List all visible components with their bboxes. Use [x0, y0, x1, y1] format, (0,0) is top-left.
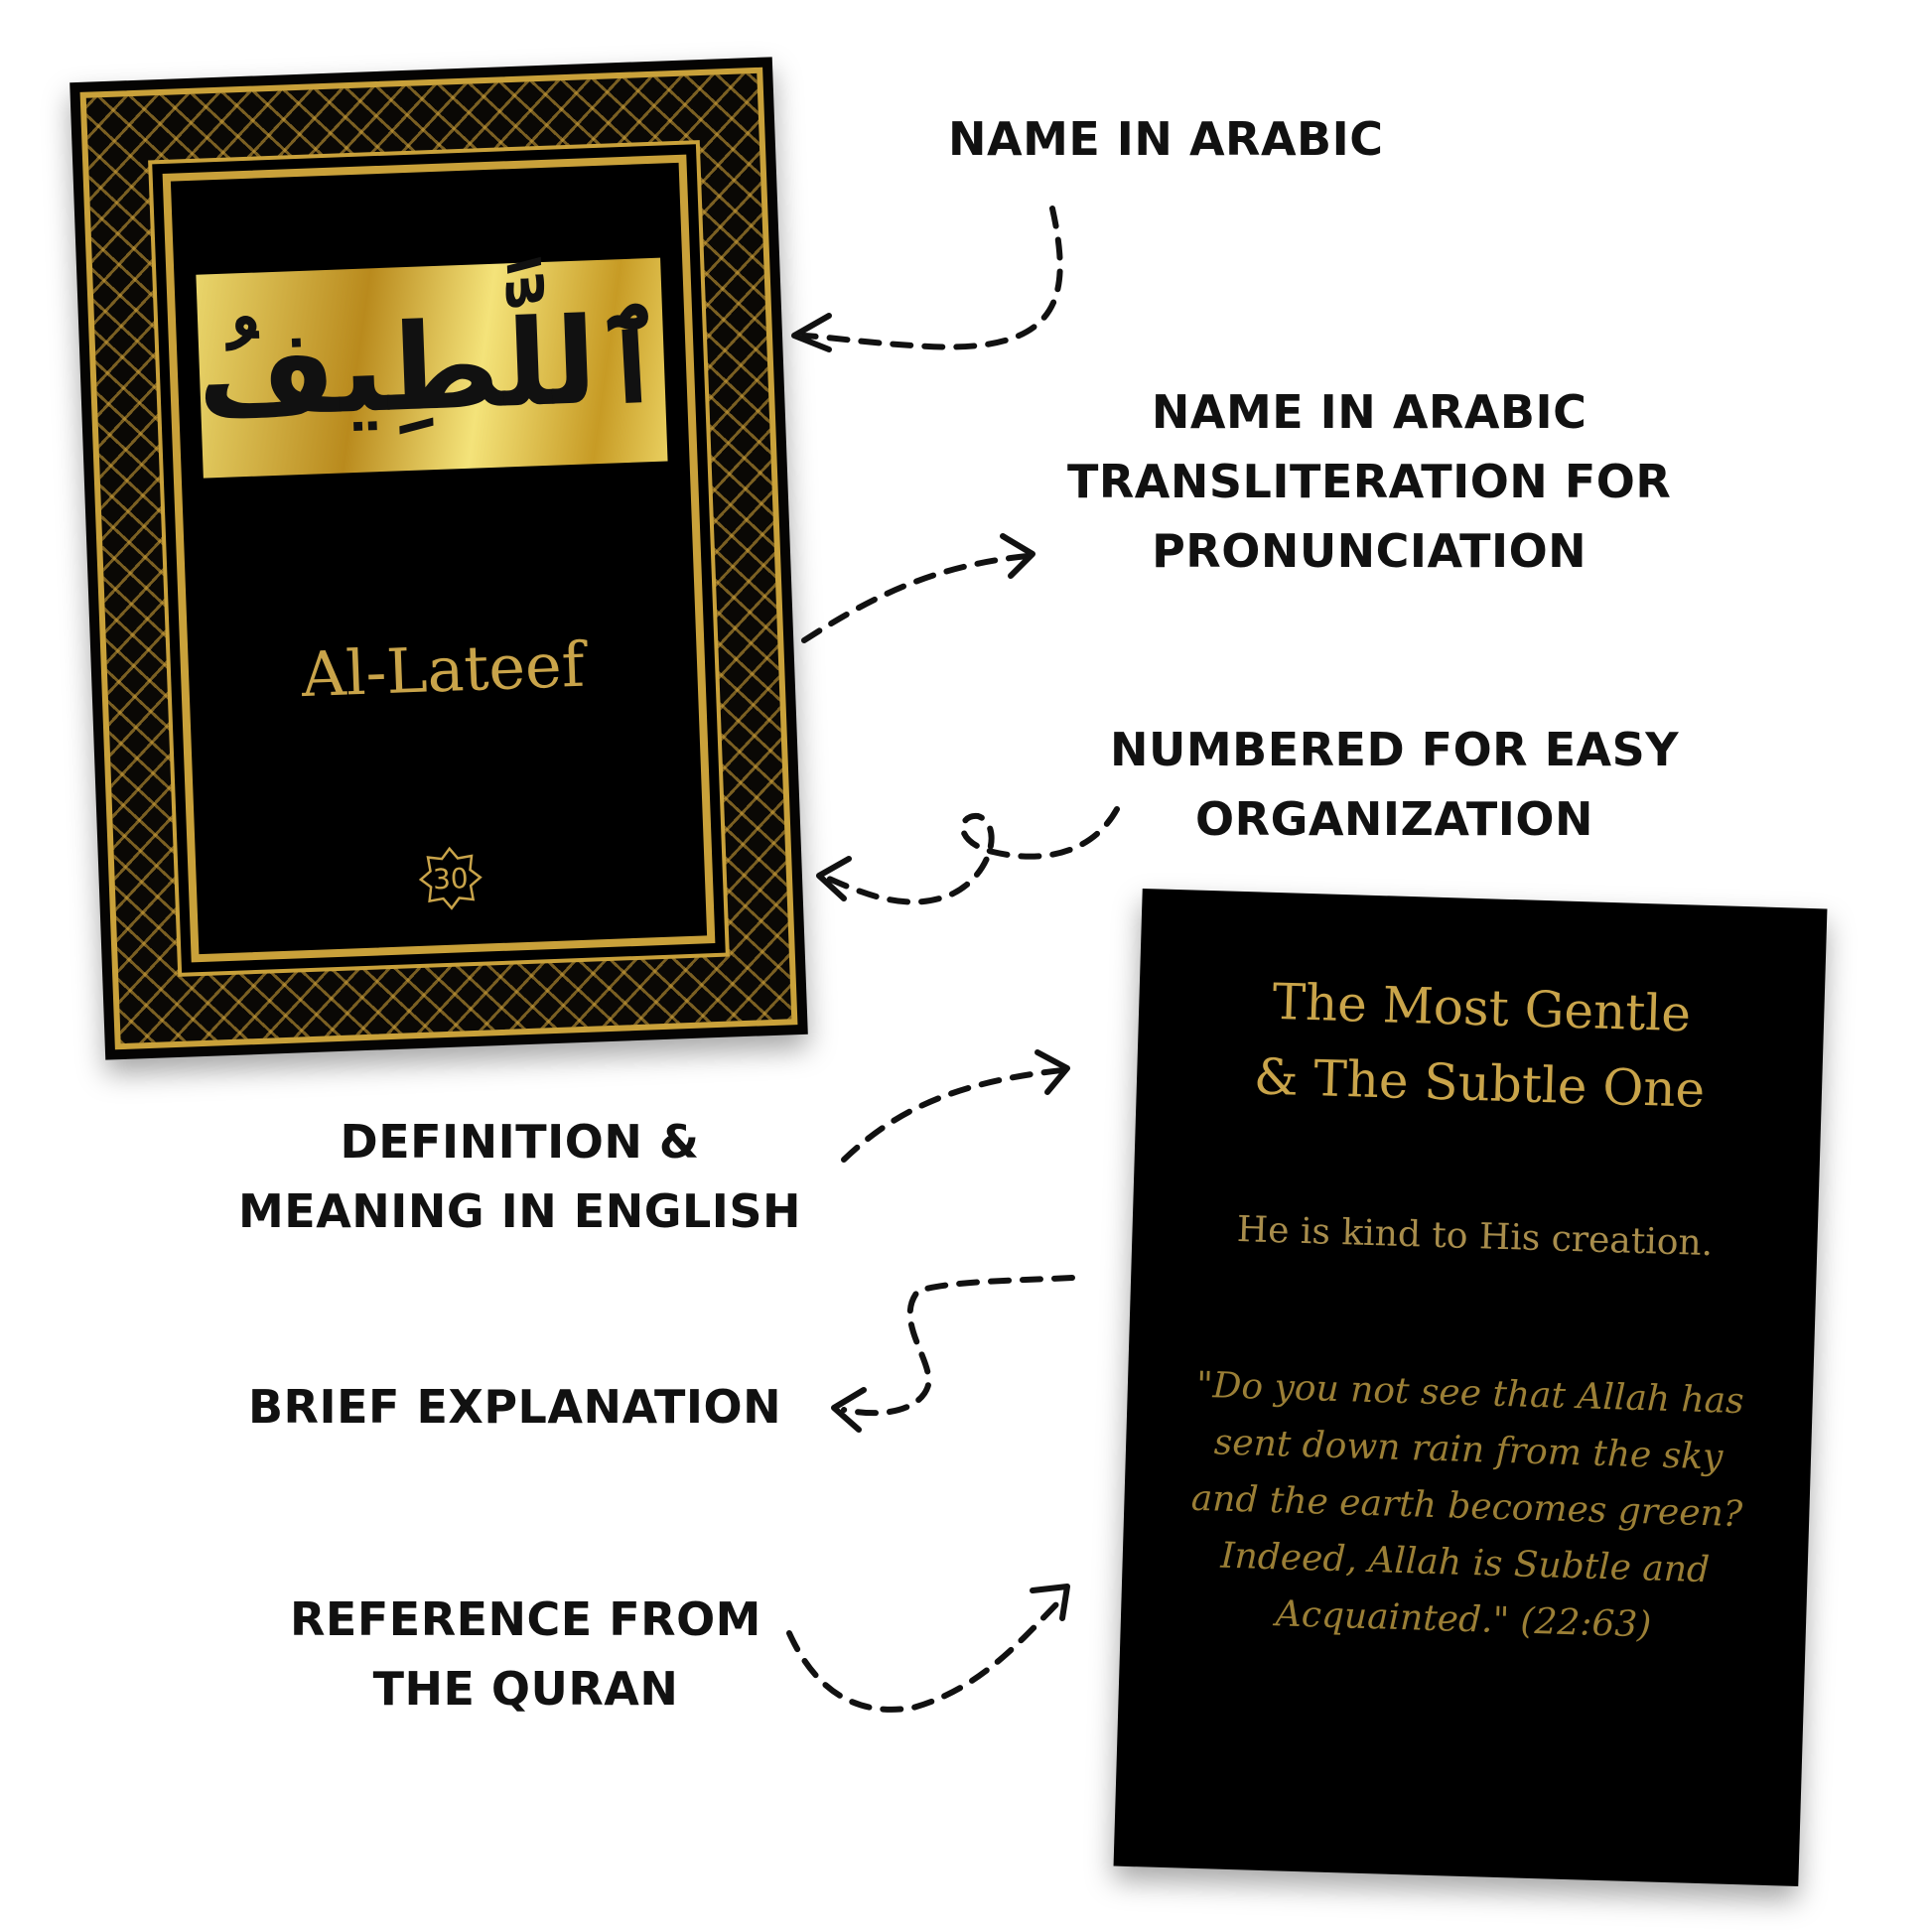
label-line: ORGANIZATION [1195, 792, 1594, 846]
arrowhead-1 [794, 316, 829, 349]
arabic-name: ٱللَّطِيفُ [194, 290, 669, 446]
brief-explanation: He is kind to His creation. [1236, 1208, 1714, 1265]
arrow-to-number [829, 809, 1117, 902]
transliteration-text: Al-Lateef [300, 627, 586, 712]
arrow-to-explanation [844, 1278, 1072, 1413]
label-line: THE QURAN [372, 1662, 679, 1716]
label-line: MEANING IN ENGLISH [238, 1184, 802, 1238]
label-line: NAME IN ARABIC [948, 112, 1384, 166]
meaning-line: The Most Gentle [1271, 972, 1692, 1043]
quote-line: and the earth becomes green? [1190, 1477, 1743, 1536]
card-number: 30 [432, 861, 470, 896]
label-line: NAME IN ARABIC [1151, 385, 1587, 439]
label-line: BRIEF EXPLANATION [248, 1380, 782, 1434]
arrow-to-transliteration [804, 556, 1028, 640]
label-line: DEFINITION & [340, 1115, 700, 1169]
meaning-line: & The Subtle One [1253, 1047, 1706, 1119]
arrow-to-arabic-name [804, 208, 1060, 347]
quote-line: sent down rain from the sky [1213, 1422, 1724, 1478]
quote-line: Acquainted." (22:63) [1275, 1593, 1652, 1646]
quote-line: "Do you not see that Allah has [1195, 1364, 1745, 1423]
label-line: TRANSLITERATION FOR [1067, 455, 1672, 508]
arrow-to-meaning [844, 1070, 1062, 1160]
quote-line: Indeed, Allah is Subtle and [1219, 1535, 1711, 1591]
label-line: NUMBERED FOR EASY [1110, 723, 1680, 776]
label-line: PRONUNCIATION [1152, 524, 1587, 578]
label-line: REFERENCE FROM [290, 1592, 761, 1646]
arrow-to-quote [789, 1598, 1062, 1710]
